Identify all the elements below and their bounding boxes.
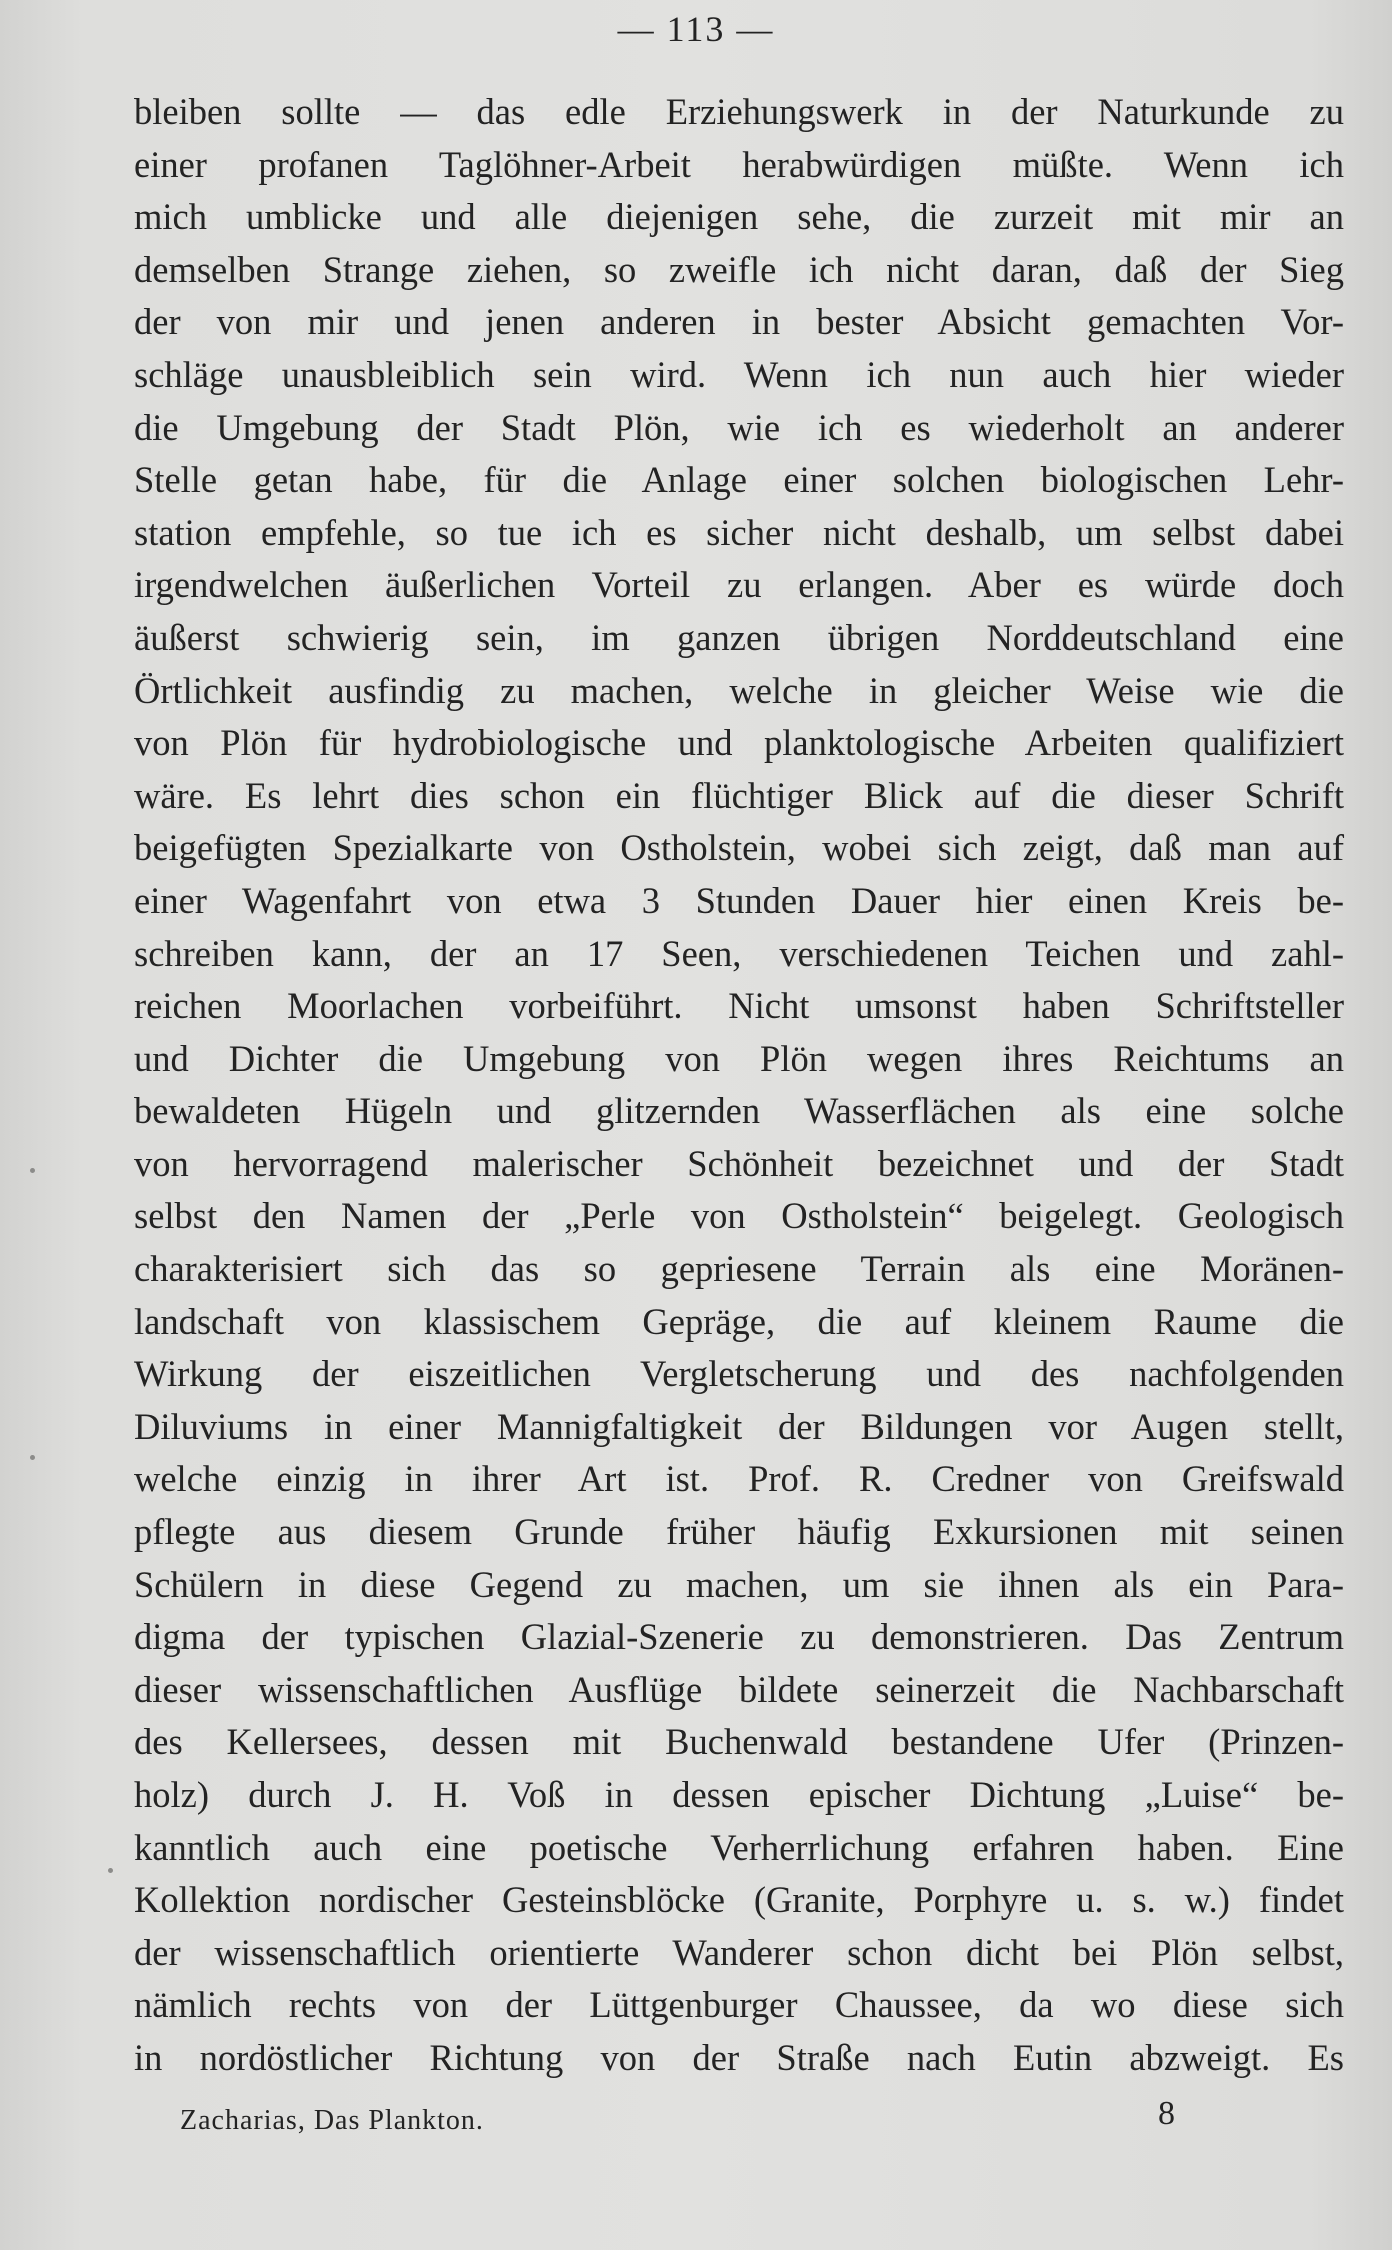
text-line: Wirkung der eiszeitlichen Vergletscherung und des nachfolgenden xyxy=(134,1353,1344,1395)
text-line: der von mir und jenen anderen in bester Absicht gemachten Vor- xyxy=(134,301,1344,343)
text-line: reichen Moorlachen vorbeiführt. Nicht umsonst haben Schriftsteller xyxy=(134,985,1344,1027)
text-line: kanntlich auch eine poetische Verherrlichung erfahren haben. Eine xyxy=(134,1826,1344,1868)
text-line: dieser wissenschaftlichen Ausflüge bildete seinerzeit die Nachbarschaft xyxy=(134,1668,1344,1710)
page-number: — 113 — xyxy=(617,9,775,49)
paper-speck xyxy=(30,1168,35,1173)
body-text xyxy=(134,86,1344,2085)
text-line: von hervorragend malerischer Schönheit bezeichnet und der Stadt xyxy=(134,1142,1344,1184)
text-line: einer Wagenfahrt von etwa 3 Stunden Dauer hier einen Kreis be- xyxy=(134,879,1344,921)
text-line: Kollektion nordischer Gesteinsblöcke (Granite, Porphyre u. s. w.) findet xyxy=(134,1879,1344,1921)
paper-speck xyxy=(30,1455,35,1460)
text-line: station empfehle, so tue ich es sicher nicht deshalb, um selbst dabei xyxy=(134,511,1344,553)
text-line: Schülern in diese Gegend zu machen, um sie ihnen als ein Para- xyxy=(134,1563,1344,1605)
text-line: bleiben sollte — das edle Erziehungswerk in der Naturkunde zu xyxy=(134,91,1344,132)
text-line: irgendwelchen äußerlichen Vorteil zu erlangen. Aber es würde doch xyxy=(134,564,1344,606)
text-line: und Dichter die Umgebung von Plön wegen ihres Reichtums an xyxy=(134,1037,1344,1079)
paper-speck xyxy=(108,1868,113,1873)
text-line: von Plön für hydrobiologische und planktologische Arbeiten qualifiziert xyxy=(134,722,1344,764)
text-line: des Kellersees, dessen mit Buchenwald bestandene Ufer (Prinzen- xyxy=(134,1721,1344,1763)
page-footer xyxy=(180,2095,1180,2145)
text-line: der wissenschaftlich orientierte Wanderer schon dicht bei Plön selbst, xyxy=(134,1931,1344,1973)
text-line: digma der typischen Glazial-Szenerie zu demonstrieren. Das Zentrum xyxy=(134,1616,1344,1658)
text-line: mich umblicke und alle diejenigen sehe, die zurzeit mit mir an xyxy=(134,196,1344,238)
text-line: welche einzig in ihrer Art ist. Prof. R. Credner von Greifswald xyxy=(134,1458,1344,1500)
text-line: Stelle getan habe, für die Anlage einer solchen biologischen Lehr- xyxy=(134,459,1344,501)
text-line: landschaft von klassischem Gepräge, die auf kleinem Raume die xyxy=(134,1300,1344,1342)
text-line: Diluviums in einer Mannigfaltigkeit der Bildungen vor Augen stellt, xyxy=(134,1405,1344,1447)
text-line: nämlich rechts von der Lüttgenburger Chaussee, da wo diese sich xyxy=(134,1984,1344,2026)
text-line: schreiben kann, der an 17 Seen, verschiedenen Teichen und zahl- xyxy=(134,932,1344,974)
text-line: schläge unausbleiblich sein wird. Wenn ich nun auch hier wieder xyxy=(134,353,1344,395)
text-line: die Umgebung der Stadt Plön, wie ich es wiederholt an anderer xyxy=(134,406,1344,448)
text-line: charakterisiert sich das so gepriesene Terrain als eine Moränen- xyxy=(134,1248,1344,1290)
text-line: selbst den Namen der „Perle von Ostholstein“ beigelegt. Geologisch xyxy=(134,1195,1344,1237)
text-line: in nordöstlicher Richtung von der Straße nach Eutin abzweigt. Es xyxy=(134,2036,1344,2078)
text-line: demselben Strange ziehen, so zweifle ich nicht daran, daß der Sieg xyxy=(134,248,1344,290)
text-line: beigefügten Spezialkarte von Ostholstein, wobei sich zeigt, daß man auf xyxy=(134,827,1344,869)
sheet-number: 8 xyxy=(1158,2095,1175,2132)
footer-signature: Zacharias, Das Plankton. xyxy=(180,2105,484,2136)
text-line: holz) durch J. H. Voß in dessen epischer Dichtung „Luise“ be- xyxy=(134,1774,1344,1815)
text-line: äußerst schwierig sein, im ganzen übrigen Norddeutschland eine xyxy=(134,616,1344,658)
text-line: bewaldeten Hügeln und glitzernden Wasserflächen als eine solche xyxy=(134,1090,1344,1132)
text-line: wäre. Es lehrt dies schon ein flüchtiger Blick auf die dieser Schrift xyxy=(134,774,1344,816)
text-line: einer profanen Taglöhner-Arbeit herabwürdigen müßte. Wenn ich xyxy=(134,143,1344,185)
text-line: pflegte aus diesem Grunde früher häufig Exkursionen mit seinen xyxy=(134,1511,1344,1553)
text-line: Örtlichkeit ausfindig zu machen, welche in gleicher Weise wie die xyxy=(134,669,1344,711)
